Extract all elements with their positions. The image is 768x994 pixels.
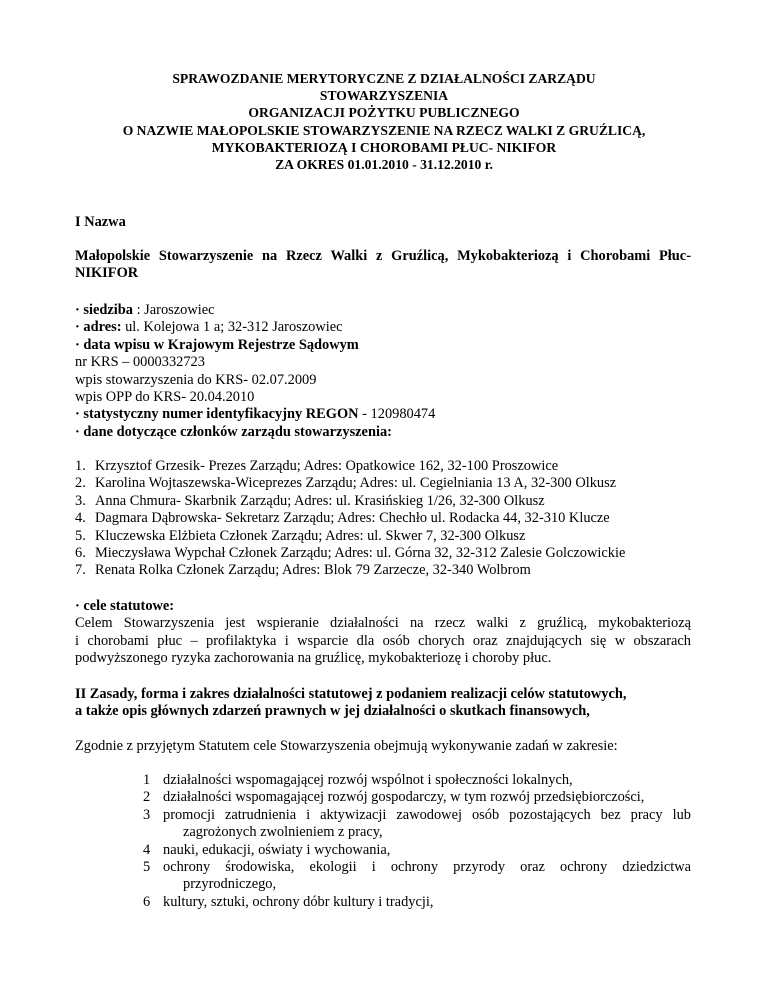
list-item-number: 1 [143,772,151,788]
list-item-continuation [143,876,691,893]
list-item-number: 5 [143,858,151,875]
regon-value: - 120980474 [358,406,436,423]
list-item-text: Karolina Wojtaszewska-Wiceprezes Zarządu; Adres: ul. Cegielniania 13 A, 32-300 Olkusz [95,475,617,492]
document-title [0,70,768,173]
list-item-text: Renata Rolka Członek Zarządu; Adres: Blok 79 Zarzecze, 32-340 Wolbrom [95,562,531,579]
list-item [143,859,691,876]
section-1-heading-text: I Nazwa [75,214,126,230]
list-item-text: działalności wspomagającej rozwój wspólnot i społeczności lokalnych, [163,772,573,788]
organization-name-line-2: NIKIFOR [75,265,139,282]
list-item [143,894,691,911]
statutory-purposes-list [143,772,691,911]
list-item-text: Kluczewska Elżbieta Członek Zarządu; Adres: ul. Skwer 7, 32-300 Olkusz [95,527,526,544]
list-item-text: Anna Chmura- Skarbnik Zarządu; Adres: ul. Krasińskieg 1/26, 32-300 Olkusz [95,492,545,509]
list-item-text: nauki, edukacji, oświaty i wychowania, [163,841,391,858]
list-item [143,842,691,859]
section-2-intro [75,738,691,755]
list-item-number: 4 [143,841,151,858]
seat-label: · siedziba [75,302,133,318]
list-item [75,528,691,545]
board-members-list [75,458,691,580]
list-item-text: Mieczysława Wypchał Członek Zarządu; Adres: ul. Górna 32, 32-312 Zalesie Golczowickie [95,544,626,561]
title-line-3: ORGANIZACJI POŻYTKU PUBLICZNEGO [248,105,520,121]
list-item-continuation [143,824,691,841]
organization-details [75,302,691,441]
list-item-text: ochrony środowiska, ekologii i ochrony przyrody oraz ochrony dziedzictwa [163,858,691,875]
title-line-4: O NAZWIE MAŁOPOLSKIE STOWARZYSZENIE NA RZECZ WALKI Z GRUŹLICĄ, [122,122,646,138]
list-item-number: 5. [75,527,86,544]
seat-value: : Jaroszowiec [132,302,215,318]
board-label: · dane dotyczące członków zarządu stowarzyszenia: [75,423,392,440]
list-item-number: 6. [75,544,86,561]
section-1-heading [75,214,691,231]
section-2-heading-line-2: a także opis głównych zdarzeń prawnych w jej działalności o skutkach finansowych, [75,703,590,720]
krs-number: nr KRS – 0000332723 [75,354,205,371]
list-item [75,545,691,562]
goals-line-1: Celem Stowarzyszenia jest wspieranie działalności na rzecz walki z gruźlicą, mykobakteriozą [75,615,691,632]
list-item-text: kultury, sztuki, ochrony dóbr kultury i tradycji, [163,893,434,910]
list-item-text-continued: przyrodniczego, [183,876,277,893]
title-line-6: ZA OKRES 01.01.2010 - 31.12.2010 r. [275,157,493,173]
list-item [75,510,691,527]
list-item [143,807,691,824]
list-item-text: Krzysztof Grzesik- Prezes Zarządu; Adres: Opatkowice 162, 32-100 Proszowice [95,458,559,474]
address-label: · adres: [75,319,122,336]
list-item-text: promocji zatrudnienia i aktywizacji zawodowej osób pozostających bez pracy lub [163,806,691,823]
address-value: ul. Kolejowa 1 a; 32-312 Jaroszowiec [121,319,343,336]
organization-name [75,248,691,283]
list-item-number: 3. [75,492,86,509]
list-item-text-continued: zagrożonych zwolnieniem z pracy, [183,824,383,841]
organization-name-line-1: Małopolskie Stowarzyszenie na Rzecz Walki z Gruźlicą, Mykobakteriozą i Chorobami Płuc- [75,248,691,264]
list-item [75,458,691,475]
list-item [75,562,691,579]
statutory-goals [75,598,691,668]
list-item-number: 1. [75,458,86,474]
section-2-intro-text: Zgodnie z przyjętym Statutem cele Stowarzyszenia obejmują wykonywanie zadań w zakresie: [75,738,618,754]
title-line-5: MYKOBAKTERIOZĄ I CHOROBAMI PŁUC- NIKIFOR [211,139,557,155]
list-item-number: 3 [143,806,151,823]
list-item [143,789,691,806]
section-2-heading-line-1: II Zasady, forma i zakres działalności statutowej z podaniem realizacji celów statutowych, [75,686,627,702]
list-item-number: 7. [75,562,86,579]
list-item-number: 4. [75,510,86,527]
krs-entry-label: · data wpisu w Krajowym Rejestrze Sądowym [75,336,359,353]
list-item-number: 2. [75,475,86,492]
section-2-heading [75,686,691,721]
list-item-number: 2 [143,789,151,806]
opp-entry-date: wpis OPP do KRS- 20.04.2010 [75,389,255,406]
goals-label: · cele statutowe: [75,598,175,614]
goals-line-3: podwyższonego ryzyka zachorowania na gruźlicę, mykobakteriozę i choroby płuc. [75,650,552,667]
list-item-number: 6 [143,893,151,910]
regon-label: · statystyczny numer identyfikacyjny REGON [75,406,359,423]
list-item-text: Dagmara Dąbrowska- Sekretarz Zarządu; Adres: Chechło ul. Rodacka 44, 32-310 Klucze [95,510,610,527]
title-line-1: SPRAWOZDANIE MERYTORYCZNE Z DZIAŁALNOŚCI ZARZĄDU [172,71,596,86]
krs-entry-date: wpis stowarzyszenia do KRS- 02.07.2009 [75,371,317,388]
list-item [143,772,691,789]
list-item [75,493,691,510]
list-item [75,475,691,492]
list-item-text: działalności wspomagającej rozwój gospodarczy, w tym rozwój przedsiębiorczości, [163,789,645,806]
title-line-2: STOWARZYSZENIA [319,88,449,104]
goals-line-2: i chorobami płuc – profilaktyka i wsparcie dla osób chorych oraz znajdujących się w obszarach [75,632,691,649]
